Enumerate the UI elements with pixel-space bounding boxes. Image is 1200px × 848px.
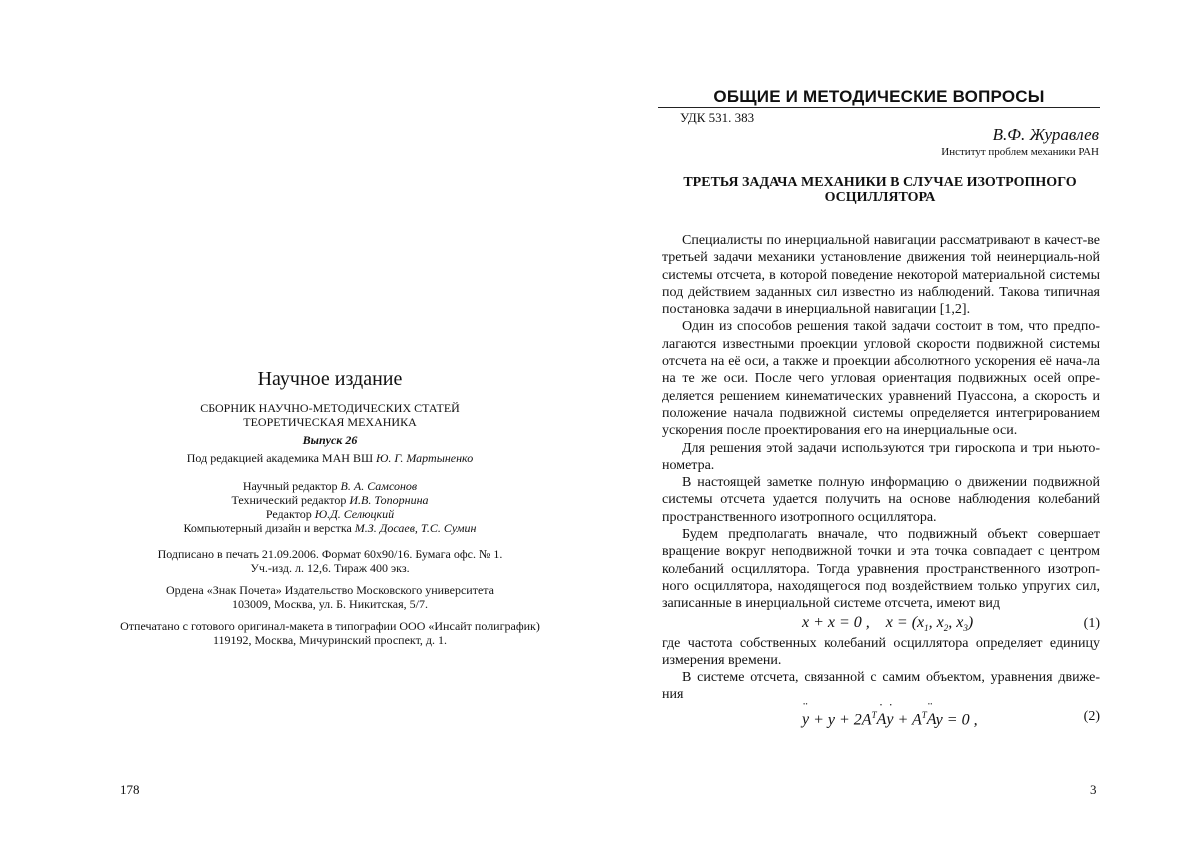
credit-name: Ю.Д. Селюцкий	[314, 507, 395, 521]
publisher-line-2: 103009, Москва, ул. Б. Никитская, 5/7.	[232, 597, 428, 611]
article-title-line-1: ТРЕТЬЯ ЗАДАЧА МЕХАНИКИ В СЛУЧАЕ ИЗОТРОПНОГО	[683, 175, 1077, 190]
equation-1	[662, 613, 1100, 635]
udc-code: УДК 531. 383	[680, 110, 755, 125]
paragraph: Будем предполагать вначале, что подвижный объект совершает вращение вокруг неподвижной точки и эта точка совпадает с центром колебаний осциллятора. Тогда уравнения пространственного изотроп-ного осциллятора, находящегося под воздействием только упругих сил, записанные в инерциальной системе отсчета, имеют вид	[662, 527, 1100, 612]
section-heading: ОБЩИЕ И МЕТОДИЧЕСКИЕ ВОПРОСЫ	[658, 87, 1100, 108]
credit-role: Компьютерный дизайн и верстка	[183, 521, 352, 535]
print-info-2: Уч.-изд. л. 12,6. Тираж 400 экз.	[250, 561, 410, 575]
print-info-1: Подписано в печать 21.09.2006. Формат 60х90/16. Бумага офс. № 1.	[157, 547, 503, 561]
editor-name: Ю. Г. Мартыненко	[376, 451, 474, 465]
credit-role: Редактор	[265, 507, 312, 521]
colophon	[110, 368, 550, 647]
credit-line	[110, 493, 550, 507]
issue-number: Выпуск 26	[302, 433, 358, 447]
article-title	[660, 175, 1100, 205]
series-line-1: СБОРНИК НАУЧНО-МЕТОДИЧЕСКИХ СТАТЕЙ	[200, 401, 460, 415]
right-page	[600, 0, 1200, 848]
equation-2-number: (2)	[1083, 708, 1100, 724]
equation-1-number: (1)	[1083, 615, 1100, 631]
article-body	[662, 232, 1100, 728]
author-name: В.Ф. Журавлев	[992, 125, 1099, 144]
credit-name: В. А. Самсонов	[340, 479, 418, 493]
page-number-left: 178	[120, 782, 140, 797]
printer-line-1: Отпечатано с готового оригинал-макета в типографии ООО «Инсайт полиграфик)	[120, 619, 540, 633]
credit-line	[110, 507, 550, 521]
equation-2	[662, 706, 1100, 728]
equation-2-expression: ¨ $y + y + 2A^T˙$ A˙ $y + A^T¨$ Ay = 0 ,	[802, 707, 978, 729]
paragraph: Для решения этой задачи используются три гироскопа и три ньюто-нометра.	[662, 440, 1100, 473]
equation-1-expression: ¨ x + x = 0 , $x = (x_1$, $x_2$, $x_3$)	[802, 614, 973, 637]
editor-line	[110, 451, 550, 465]
credit-role: Технический редактор	[231, 493, 347, 507]
printer-line-2: 119192, Москва, Мичуринский проспект, д. 1.	[212, 633, 448, 647]
credit-name: И.В. Топорнина	[349, 493, 429, 507]
publisher-line-1: Ордена «Знак Почета» Издательство Московского университета	[166, 583, 494, 597]
credit-role: Научный редактор	[242, 479, 338, 493]
paragraph: В настоящей заметке полную информацию о движении подвижной системы отсчета удается получить на основе наблюдения колебаний пространственного изотропного осциллятора.	[662, 475, 1100, 525]
author-institution: Институт проблем механики РАН	[941, 146, 1099, 158]
series-line-2: ТЕОРЕТИЧЕСКАЯ МЕХАНИКА	[243, 415, 417, 429]
paragraph: Специалисты по инерциальной навигации рассматривают в качест-ве третьей задачи механики установление движения той неинерциаль-ной системы отсчета, в которой поведение некоторой материальной системы под действием заданных сил известно из наблюдений. Такова типичная постановка задачи в инерциальной навигации [1,2].	[662, 233, 1100, 318]
publication-type: Научное издание	[257, 368, 403, 390]
paragraph: В системе отсчета, связанной с самим объектом, уравнения движе-ния	[662, 670, 1100, 703]
credit-line	[110, 521, 550, 535]
paragraph: Один из способов решения такой задачи состоит в том, что предпо-лагаются известными проекции угловой скорости подвижной системы отсчета на её оси, а также и проекции абсолютного ускорения её нача-ла на те же оси. После чего угловая ориентация подвижных осей опре-деляется решением кинематических уравнений Пуассона, а скорость и положение начала подвижной системы определяется интегрированием ускорения после проектирования его на инерциальные оси.	[662, 319, 1100, 439]
page-number-right: 3	[1090, 782, 1097, 797]
credit-line	[110, 479, 550, 493]
editor-prefix: Под редакцией академика МАН ВШ	[186, 451, 374, 465]
credit-name: М.З. Досаев, Т.С. Сумин	[354, 521, 477, 535]
article-title-line-2: ОСЦИЛЛЯТОРА	[824, 190, 936, 205]
paragraph: где частота собственных колебаний осциллятора определяет единицу измерения времени.	[662, 635, 1100, 668]
